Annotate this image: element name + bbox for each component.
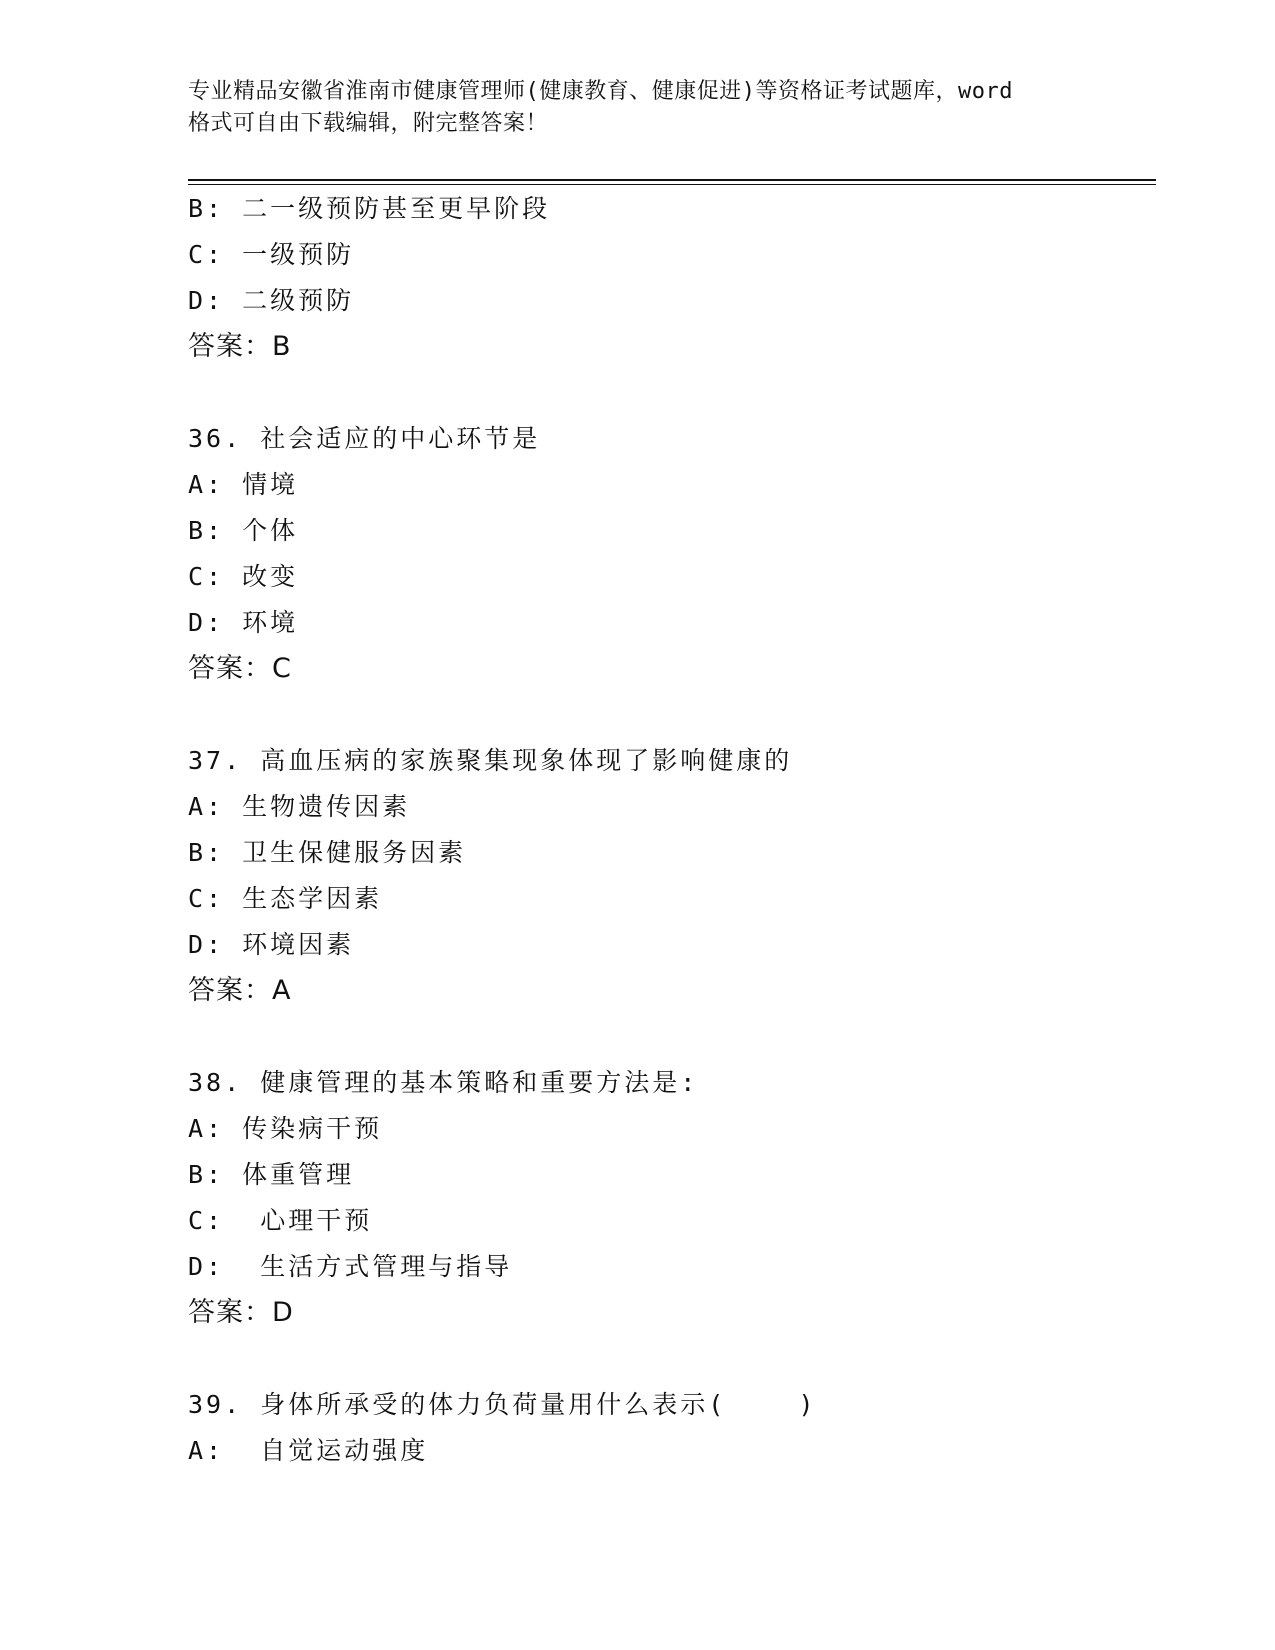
question-block-37 [188, 738, 1156, 1014]
option-a: A: 生物遗传因素 [188, 792, 411, 821]
document-header [188, 76, 1088, 140]
question-block-39 [188, 1382, 1156, 1474]
option-a: A: 情境 [188, 470, 299, 499]
header-line-1: 专业精品安徽省淮南市健康管理师(健康教育、健康促进)等资格证考试题库，word [188, 79, 1013, 104]
option-c: C: 改变 [188, 562, 299, 591]
question-list [188, 186, 1156, 1474]
option-c: C: 生态学因素 [188, 884, 383, 913]
question-block-38 [188, 1060, 1156, 1336]
question-block-35 [188, 186, 1156, 370]
option-d: D: 环境因素 [188, 930, 355, 959]
header-divider-thick [188, 179, 1156, 181]
option-d: D: 二级预防 [188, 286, 355, 315]
option-d: D: 生活方式管理与指导 [188, 1252, 513, 1281]
option-b: B: 卫生保健服务因素 [188, 838, 467, 867]
question-block-36 [188, 416, 1156, 692]
question-stem: 37. 高血压病的家族聚集现象体现了影响健康的 [188, 746, 793, 775]
spacer [188, 1336, 1156, 1382]
answer-line: 答案：C [188, 653, 292, 684]
option-c: C: 心理干预 [188, 1206, 373, 1235]
answer-line: 答案：D [188, 1297, 294, 1328]
option-b: B: 体重管理 [188, 1160, 355, 1189]
spacer [188, 1014, 1156, 1060]
question-stem: 38. 健康管理的基本策略和重要方法是: [188, 1068, 699, 1097]
option-d: D: 环境 [188, 608, 299, 637]
option-c: C: 一级预防 [188, 240, 355, 269]
answer-line: 答案：B [188, 331, 292, 362]
option-b: B: 二一级预防甚至更早阶段 [188, 194, 551, 223]
spacer [188, 370, 1156, 416]
option-b: B: 个体 [188, 516, 299, 545]
answer-line: 答案：A [188, 975, 292, 1006]
header-line-2: 格式可自由下载编辑，附完整答案！ [188, 111, 549, 136]
spacer [188, 692, 1156, 738]
option-a: A: 传染病干预 [188, 1114, 383, 1143]
question-stem: 36. 社会适应的中心环节是 [188, 424, 541, 453]
question-stem: 39. 身体所承受的体力负荷量用什么表示( ) [188, 1390, 817, 1419]
option-a: A: 自觉运动强度 [188, 1436, 429, 1465]
header-divider-thin [188, 184, 1156, 185]
